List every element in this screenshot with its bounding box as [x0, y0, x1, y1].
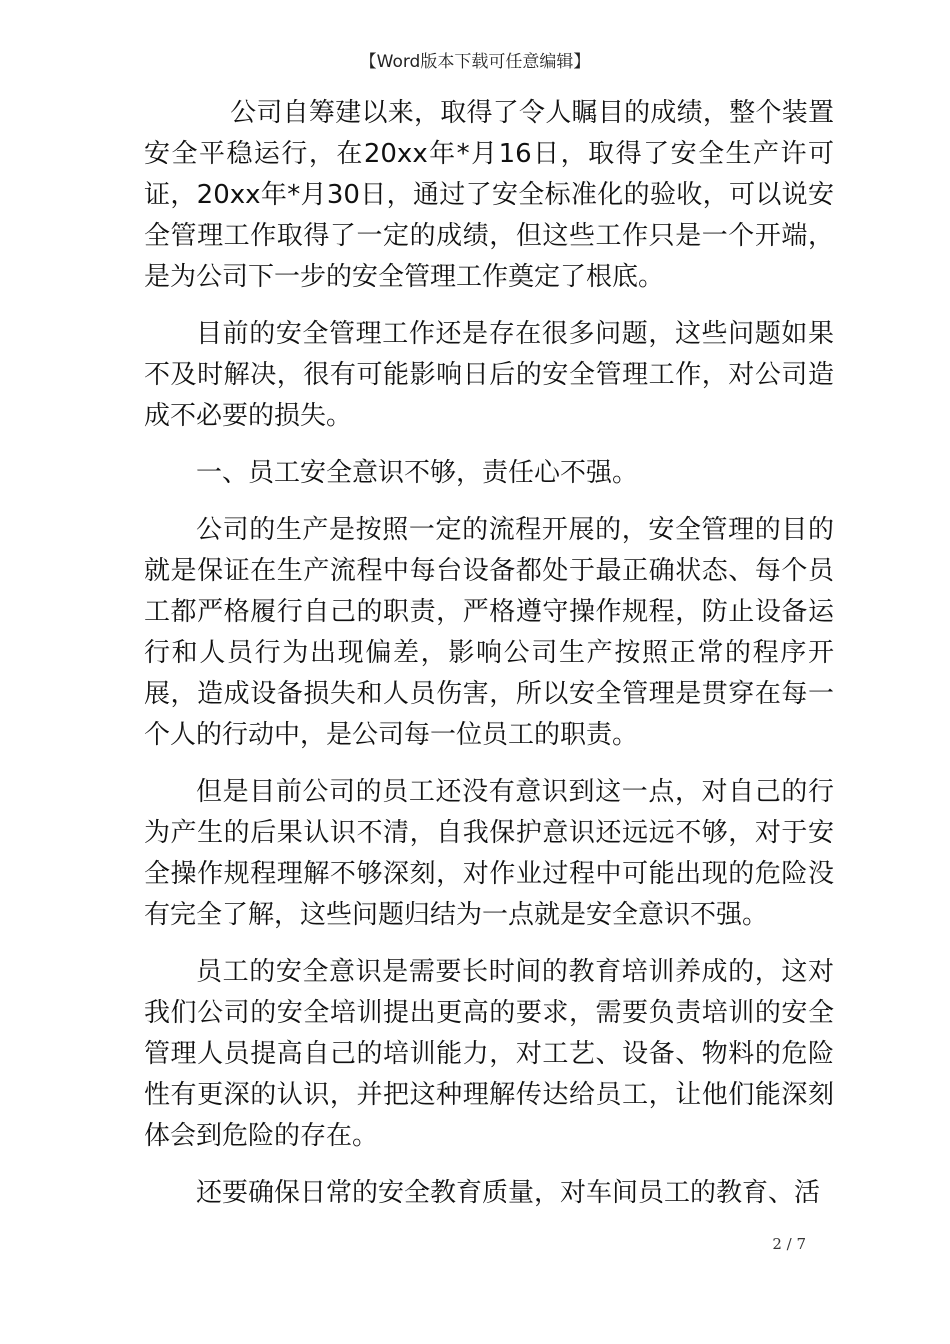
body-paragraph-2: 目前的安全管理工作还是存在很多问题，这些问题如果不及时解决，很有可能影响日后的安全管理工作，对公司造成不必要的损失。 — [144, 319, 834, 431]
document-body — [144, 93, 834, 1214]
page-number: 2 / 7 — [772, 1235, 806, 1253]
body-paragraph-3: 公司的生产是按照一定的流程开展的，安全管理的目的就是保证在生产流程中每台设备都处于最正确状态、每个员工都严格履行自己的职责，严格遵守操作规程，防止设备运行和人员行为出现偏差，影响公司生产按照正常的程序开展，造成设备损失和人员伤害，所以安全管理是贯穿在每一个人的行动中，是公司每一位员工的职责。 — [144, 515, 834, 750]
body-paragraph-4: 但是目前公司的员工还没有意识到这一点，对自己的行为产生的后果认识不清，自我保护意识还远远不够，对于安全操作规程理解不够深刻，对作业过程中可能出现的危险没有完全了解，这些问题归结为一点就是安全意识不强。 — [144, 777, 834, 930]
document-header: 【Word版本下载可任意编辑】 — [359, 52, 591, 72]
body-paragraph-6: 还要确保日常的安全教育质量，对车间员工的教育、活 — [196, 1178, 821, 1208]
section-heading: 一、员工安全意识不够，责任心不强。 — [196, 458, 639, 488]
body-paragraph-5: 员工的安全意识是需要长时间的教育培训养成的，这对我们公司的安全培训提出更高的要求，需要负责培训的安全管理人员提高自己的培训能力，对工艺、设备、物料的危险性有更深的认识，并把这种理解传达给员工，让他们能深刻体会到危险的存在。 — [144, 957, 834, 1151]
body-paragraph-1: 公司自筹建以来，取得了令人瞩目的成绩，整个装置安全平稳运行，在20xx年*月16日，取得了安全生产许可证，20xx年*月30日，通过了安全标准化的验收，可以说安全管理工作取得了一定的成绩，但这些工作只是一个开端，是为公司下一步的安全管理工作奠定了根底。 — [144, 98, 834, 292]
